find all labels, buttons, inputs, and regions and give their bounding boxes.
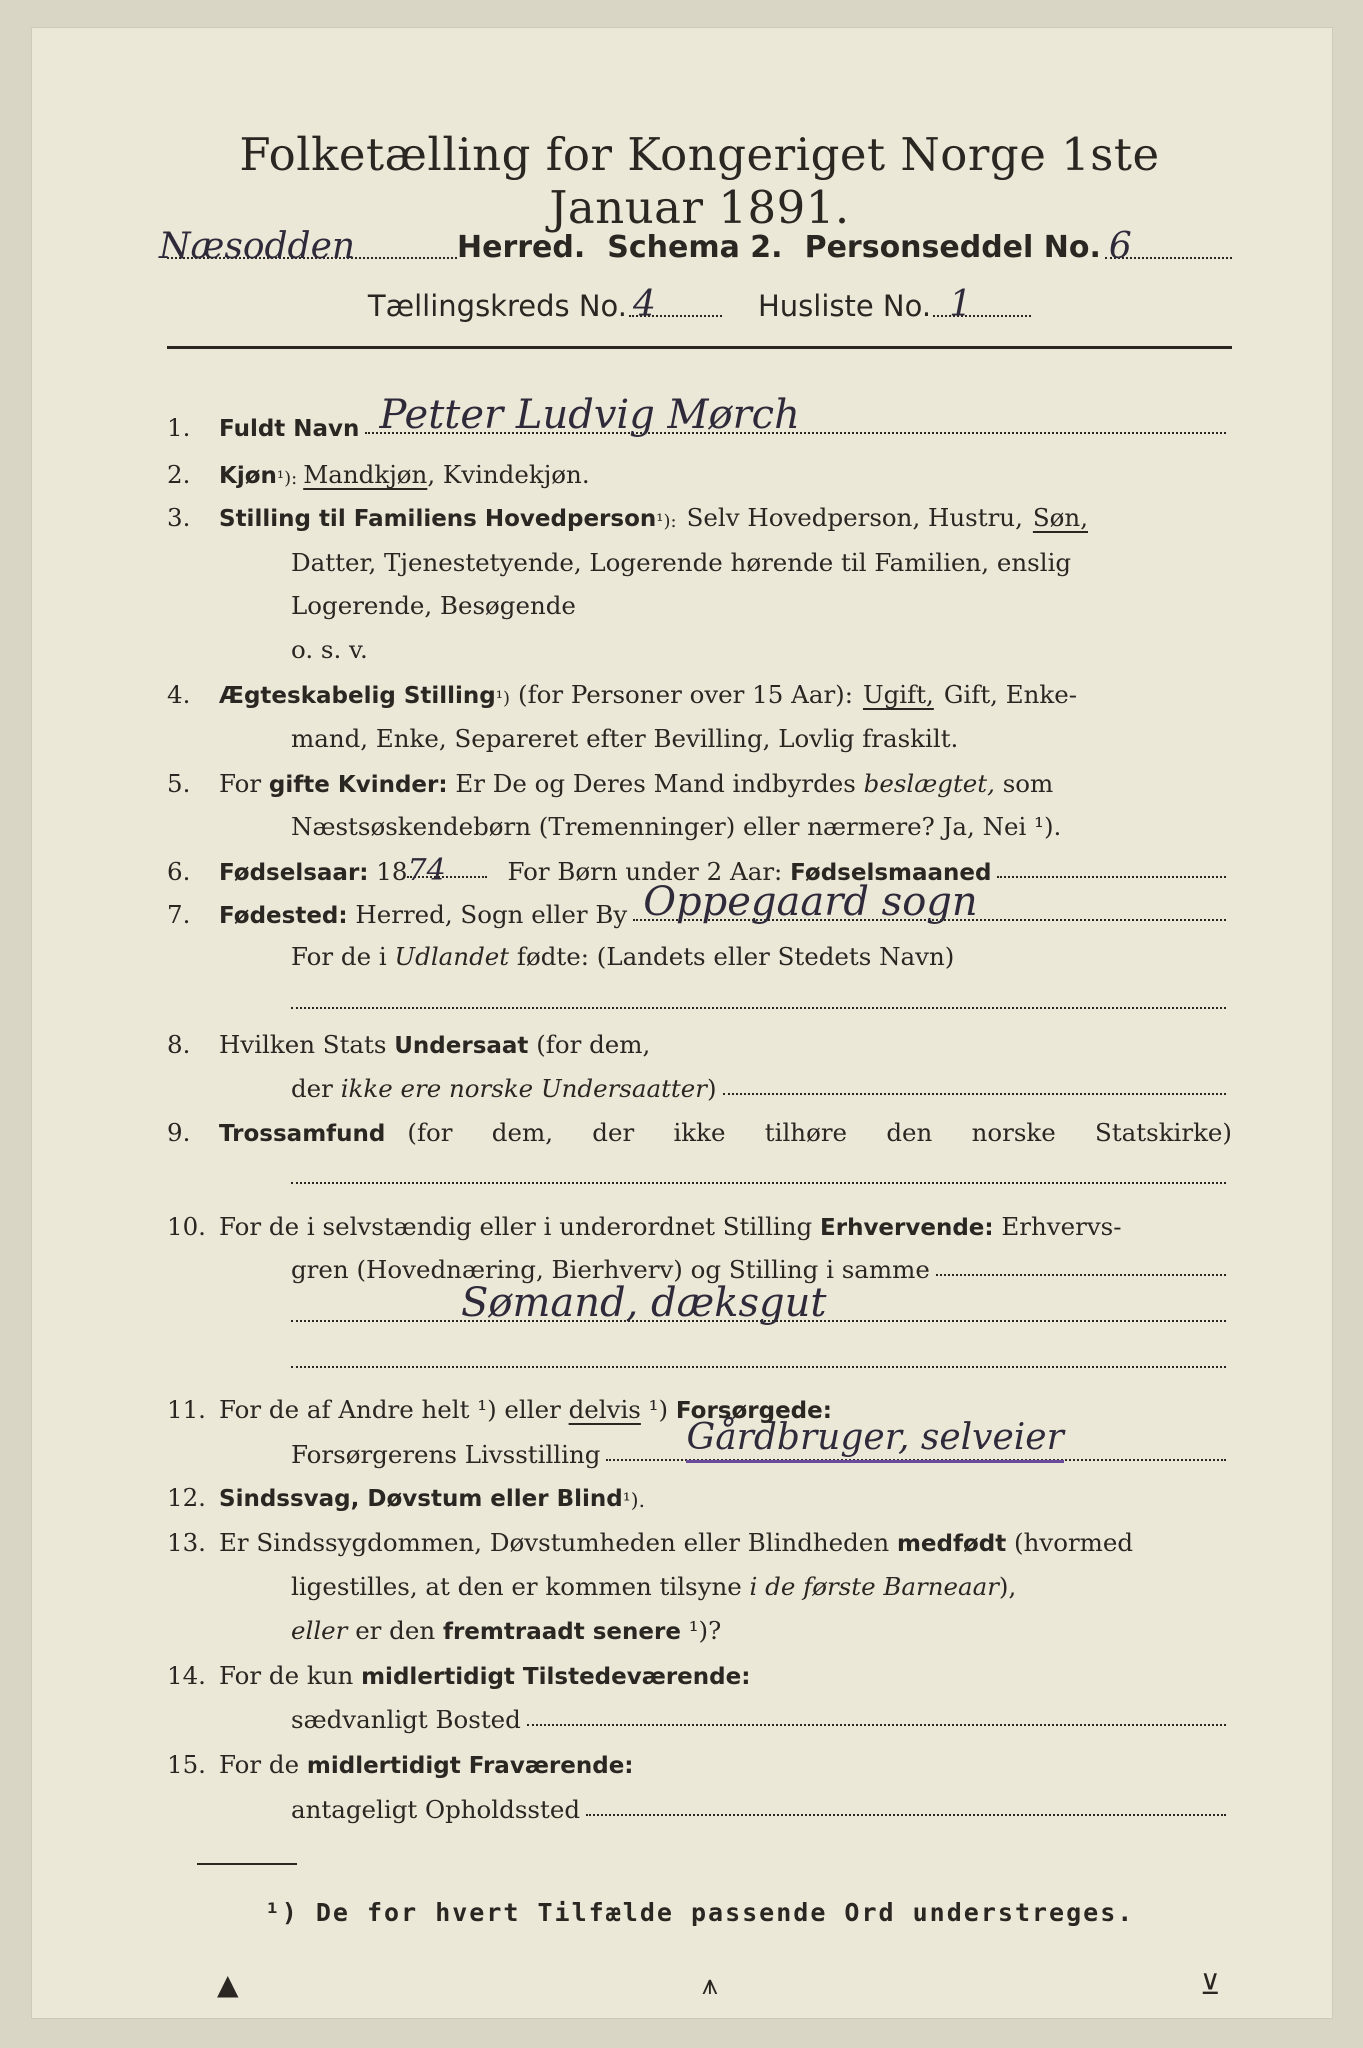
q11-option-delvis[interactable]: delvis [568,1395,641,1424]
q13-line-3-end: ¹)? [688,1616,722,1645]
q1-value: Petter Ludvig Mørch [379,392,800,438]
footnote: ¹) De for hvert Tilfælde passende Ord understreges. [264,1898,1135,1927]
q9-row-2 [167,1146,1232,1192]
q8-hvilken: Hvilken Stats [219,1030,387,1059]
q1-number: 1. [167,413,191,442]
q1-field[interactable] [365,392,1226,438]
q10-field-3[interactable] [291,1365,1226,1368]
q10-row-1 [167,1195,1232,1241]
q5-for: For [219,769,262,798]
q11-field[interactable] [606,1417,1226,1461]
q10-line-2: gren (Hovednæring, Bierhverv) og Stilling i samme [291,1255,930,1284]
q9-rest: (for dem, der ikke tilhøre den norske Statskirke) [407,1118,1232,1147]
q9-field[interactable] [291,1181,1226,1184]
q12-row [167,1466,1232,1512]
q7-label: Fødested: [219,903,348,929]
q15-row-1 [167,1733,1232,1779]
q7-line-2-rest: fødte: (Landets eller Stedets Navn) [516,942,955,971]
q10-erhvervs: Erhvervs- [1001,1212,1122,1241]
q10-line-1: For de i selvstændig eller i underordnet Stilling [219,1212,813,1241]
schema-label: Schema 2. [607,230,783,265]
q7-row-1 [167,879,1232,929]
q2-option-rest: , Kvindekjøn. [427,460,590,489]
q13-row-2 [167,1555,1232,1601]
q8-field[interactable] [723,1092,1226,1095]
q11-line-1: For de af Andre helt ¹) eller [219,1395,561,1424]
q3-options: Selv Hovedperson, Hustru, [686,503,1023,532]
q8-for-dem: (for dem, [536,1030,651,1059]
q3-number: 3. [167,503,191,532]
form-title: Folketælling for Kongeriget Norge 1ste Januar 1891. [239,128,1160,234]
q4-line-2: mand, Enke, Separeret efter Bevilling, Lovlig fraskilt. [291,724,959,753]
q7-abroad-field[interactable] [291,1006,1226,1009]
q8-der: der [291,1074,333,1103]
q10-field-2[interactable] [291,1280,1226,1326]
q14-for-de-kun: For de kun [219,1661,354,1690]
q11-line-2: Forsørgerens Livsstilling [291,1440,601,1469]
q15-for-de: For de [219,1750,300,1779]
q13-row-1 [167,1511,1232,1557]
q11-label: Forsørgede: [675,1398,832,1424]
q5-line-2: Næstsøskendebørn (Tremenninger) eller nærmere? Ja, Nei ¹). [291,812,1062,841]
footnote-divider [197,1863,297,1865]
q15-label: midlertidigt Fraværende: [306,1753,634,1779]
header-divider [167,346,1232,349]
q15-line-2: antageligt Opholdssted [291,1795,580,1824]
q2-row [167,443,1232,489]
q14-row-1 [167,1644,1232,1690]
q6-month-field[interactable] [997,875,1226,878]
census-form [32,28,1332,2018]
q1-label: Fuldt Navn [219,416,360,442]
q7-row-2 [167,925,1232,971]
herred-value: Næsodden [159,226,356,267]
q8-row-1 [167,1013,1232,1059]
personseddel-label: Personseddel No. [804,230,1101,265]
q13-line-2: ligestilles, at den er kommen tilsyne [291,1572,742,1601]
header-kreds-row [167,273,1232,323]
q3-row-1 [167,486,1232,532]
q13-medfodt: medfødt [896,1531,1007,1557]
q6-year-field[interactable] [407,853,487,888]
q10-row-2 [167,1238,1232,1284]
q5-question: Er De og Deres Mand indbyrdes [455,769,856,798]
herred-field[interactable] [159,225,457,267]
q13-senere: fremtraadt senere [442,1619,681,1645]
registration-mark-right-icon: ⊻ [1200,1968,1221,2001]
q8-paren: ) [706,1074,717,1103]
q14-line-2: sædvanligt Bosted [291,1705,521,1734]
q7-udlandet: Udlandet [394,942,510,971]
q11-number: 11. [167,1395,206,1424]
q13-hvormed: (hvormed [1014,1528,1134,1557]
q3-sup: ¹): [656,511,677,532]
q4-label: Ægteskabelig Stilling [219,683,496,709]
q7-value: Oppegaard sogn [643,879,978,925]
q7-number: 7. [167,900,191,929]
q3-row-2 [167,531,1232,577]
q7-line-1: Herred, Sogn eller By [355,900,628,929]
q6-year-value: 74 [407,853,446,888]
q10-value: Sømand, dæksgut [461,1280,827,1326]
q2-option-mandkjon[interactable]: Mandkjøn [303,460,428,489]
q7-field[interactable] [633,879,1226,925]
q7-for-de-i: For de i [291,942,387,971]
q2-sup: ¹): [276,468,298,489]
q2-number: 2. [167,460,191,489]
q3-line-2: Datter, Tjenestetyende, Logerende hørende til Familien, enslig [291,548,1072,577]
q1-row [167,392,1232,442]
q9-row-1 [167,1101,1232,1147]
q9-number: 9. [167,1118,191,1147]
q10-field-1[interactable] [936,1273,1226,1276]
q11-value: Gårdbruger, selveier [686,1417,1063,1463]
kreds-label: Tællingskreds No. [367,289,627,323]
q13-number: 13. [167,1528,206,1557]
kreds-value: 4 [632,284,656,325]
q4-number: 4. [167,680,191,709]
q15-field[interactable] [586,1813,1226,1816]
q3-row-4 [167,618,1232,664]
q10-row-3 [167,1280,1232,1330]
q5-row-2 [167,795,1232,841]
q3-line-3: Logerende, Besøgende [291,591,576,620]
q2-label: Kjøn [219,463,277,489]
q5-row-1 [167,752,1232,798]
husliste-label: Husliste No. [757,289,932,323]
q6-children: For Børn under 2 Aar: [507,857,783,886]
q6-label: Fødselsaar: [219,860,369,886]
q8-number: 8. [167,1030,191,1059]
q8-ikke: ikke ere norske Undersaatter [340,1074,707,1103]
q6-prefix: 18 [376,857,408,886]
q13-row-3 [167,1599,1232,1645]
q13-line-2-end: ), [998,1572,1017,1601]
q3-line-4: o. s. v. [291,635,368,664]
q8-row-2 [167,1057,1232,1103]
registration-mark-center-icon: ⩚ [702,1968,718,2001]
kreds-field[interactable] [627,283,722,323]
q14-row-2 [167,1688,1232,1734]
q7-row-3 [167,971,1232,1017]
q4-row-2 [167,707,1232,753]
q11-sup: ¹) [648,1395,669,1424]
q14-number: 14. [167,1661,206,1690]
q5-beslaegtet: beslægtet, [863,769,995,798]
q10-row-4 [167,1330,1232,1376]
q13-eller: eller [291,1616,348,1645]
q12-label: Sindssvag, Døvstum eller Blind [219,1486,623,1512]
q13-barneaar: i de første Barneaar [749,1572,999,1601]
q12-sup: ¹). [622,1488,645,1512]
q10-number: 10. [167,1212,206,1241]
q15-number: 15. [167,1750,206,1779]
q14-label: midlertidigt Tilstedeværende: [361,1664,751,1690]
q5-number: 5. [167,769,191,798]
personseddel-value: 6 [1108,226,1132,267]
q14-field[interactable] [527,1723,1226,1726]
q4-options-rest: Gift, Enke- [943,680,1078,709]
q6-number: 6. [167,857,191,886]
q10-label: Erhvervende: [820,1215,994,1241]
husliste-value: 1 [949,284,972,325]
q4-option-ugift[interactable]: Ugift, [862,680,934,709]
herred-label: Herred. [457,230,586,265]
personseddel-field[interactable] [1101,225,1232,265]
q5-som: som [1002,769,1054,798]
header-herred-row [159,213,1232,267]
husliste-field[interactable] [931,283,1031,323]
q15-row-2 [167,1778,1232,1824]
q6-month-label: Fødselsmaaned [790,860,992,886]
registration-mark-left-icon: ▲ [217,1968,239,2001]
q3-label: Stilling til Familiens Hovedperson [219,506,657,532]
q3-row-3 [167,574,1232,620]
q13-er-den: er den [355,1616,436,1645]
q5-label: gifte Kvinder: [268,772,448,798]
q4-qualifier: (for Personer over 15 Aar): [518,680,853,709]
q4-sup: ¹) [495,688,511,709]
q9-label: Trossamfund [219,1121,386,1147]
q3-option-son[interactable]: Søn, [1032,503,1088,532]
q4-row-1 [167,663,1232,709]
q12-number: 12. [167,1483,206,1512]
q8-label: Undersaat [394,1033,529,1059]
q11-row-2 [167,1417,1232,1469]
q13-line-1: Er Sindssygdommen, Døvstumheden eller Blindheden [219,1528,890,1557]
